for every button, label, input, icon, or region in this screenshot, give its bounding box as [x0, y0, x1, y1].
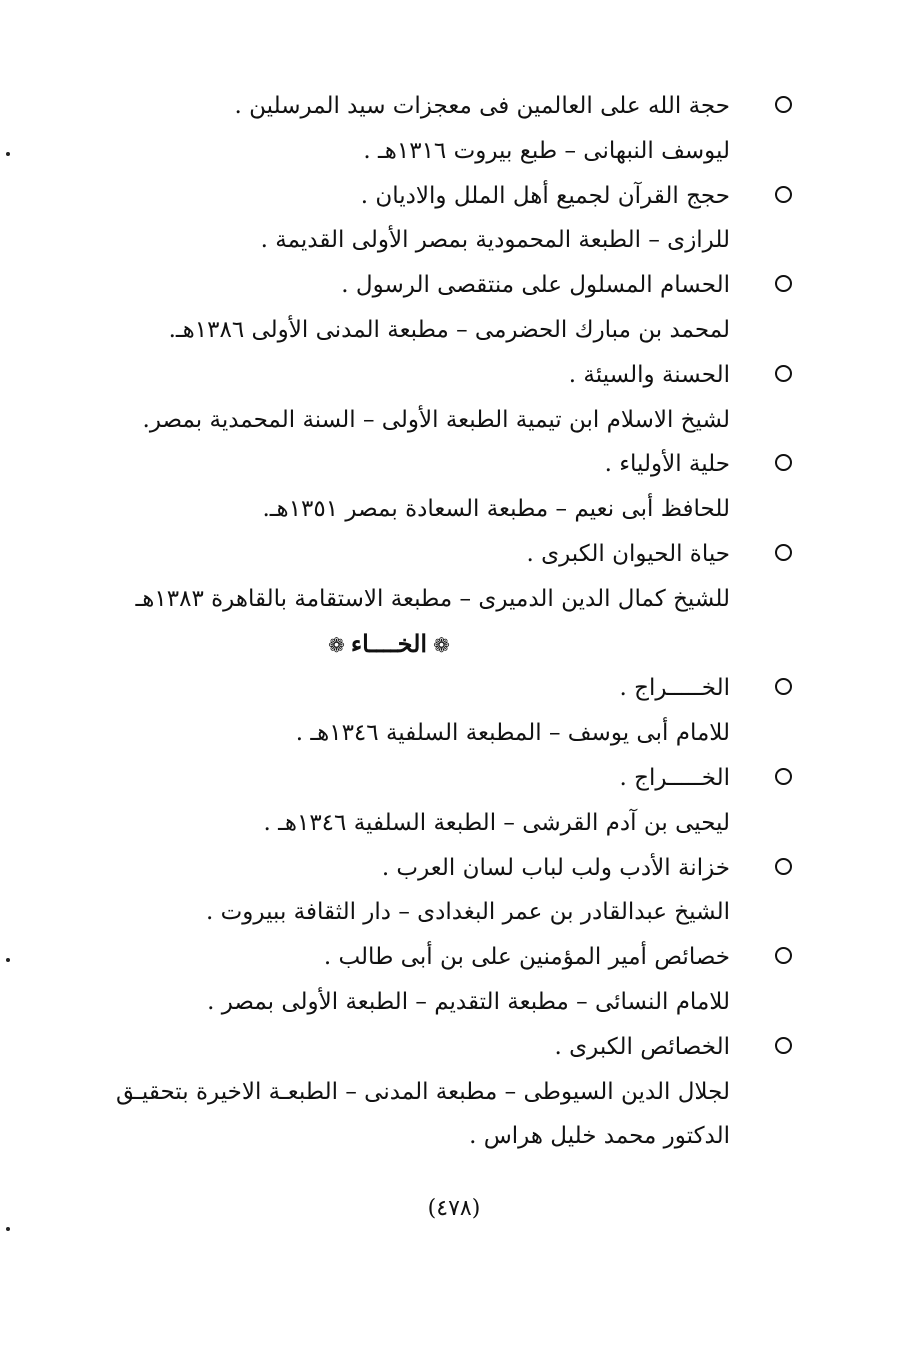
bibliography-entry — [100, 1025, 808, 1159]
entry-author-edition: ليوسف النبهانى – طبع بيروت ١٣١٦هـ . — [363, 137, 730, 164]
circle-bullet-icon — [775, 186, 792, 203]
bibliography-page — [100, 84, 808, 1159]
circle-bullet-icon — [775, 544, 792, 561]
entry-author-edition: الشيخ عبدالقادر بن عمر البغدادى – دار الثقافة ببيروت . — [206, 899, 730, 926]
entry-author-edition: للامام أبى يوسف – المطبعة السلفية ١٣٤٦هـ . — [295, 720, 730, 747]
entry-author-edition: لمحمد بن مبارك الحضرمى – مطبعة المدنى الأولى ١٣٨٦هـ. — [168, 316, 730, 343]
bibliography-entry — [100, 666, 808, 756]
circle-bullet-icon — [775, 1037, 792, 1054]
section-heading-kha — [100, 622, 808, 667]
entry-author-edition: الدكتور محمد خليل هراس . — [469, 1123, 730, 1150]
ornament-icon: ❁ — [328, 632, 345, 657]
entry-author-edition: ليحيى بن آدم القرشى – الطبعة السلفية ١٣٤٦هـ . — [263, 809, 730, 836]
ornament-icon: ❁ — [433, 632, 450, 657]
circle-bullet-icon — [775, 768, 792, 785]
entry-title: حلية الأولياء . — [604, 451, 730, 478]
bibliography-entry — [100, 84, 808, 174]
scan-speck — [6, 1227, 10, 1231]
page-number: (٤٧٨) — [427, 1196, 481, 1221]
entry-author-edition: للامام النسائى – مطبعة التقديم – الطبعة الأولى بمصر . — [207, 988, 730, 1015]
bibliography-entry — [100, 353, 808, 443]
entry-author-edition: لشيخ الاسلام ابن تيمية الطبعة الأولى – السنة المحمدية بمصر. — [142, 406, 730, 433]
entry-title: الحسنة والسيئة . — [568, 361, 730, 388]
entry-title: حياة الحيوان الكبرى . — [526, 540, 730, 567]
entry-title: خصائص أمير المؤمنين على بن أبى طالب . — [323, 944, 730, 971]
entry-title: الخـــــراج . — [619, 764, 730, 791]
circle-bullet-icon — [775, 365, 792, 382]
circle-bullet-icon — [775, 947, 792, 964]
entry-title: الحسام المسلول على منتقصى الرسول . — [341, 272, 730, 299]
bibliography-entry — [100, 532, 808, 622]
section-heading-text: الخــــاء — [350, 628, 428, 658]
entry-title: الخـــــراج . — [619, 675, 730, 702]
scan-speck — [6, 152, 10, 156]
entry-author-edition: للحافظ أبى نعيم – مطبعة السعادة بمصر ١٣٥١هـ. — [262, 496, 730, 523]
entry-author-edition: للرازى – الطبعة المحمودية بمصر الأولى القديمة . — [260, 227, 730, 254]
circle-bullet-icon — [775, 96, 792, 113]
entry-title: حجة الله على العالمين فى معجزات سيد المرسلين . — [234, 93, 730, 119]
scan-speck — [6, 958, 10, 962]
bibliography-entry — [100, 846, 808, 936]
entry-author-edition: للشيخ كمال الدين الدميرى – مطبعة الاستقامة بالقاهرة ١٣٨٣هـ — [135, 585, 730, 612]
bibliography-entry — [100, 442, 808, 532]
bibliography-entry — [100, 756, 808, 846]
circle-bullet-icon — [775, 858, 792, 875]
entry-author-edition: لجلال الدين السيوطى – مطبعة المدنى – الطبعـة الاخيرة بتحقيـق — [115, 1078, 730, 1105]
entry-title: الخصائص الكبرى . — [554, 1033, 730, 1060]
bibliography-entry — [100, 263, 808, 353]
bibliography-entry — [100, 935, 808, 1025]
bibliography-entry — [100, 174, 808, 264]
entry-title: خزانة الأدب ولب لباب لسان العرب . — [381, 854, 730, 881]
entry-title: حجج القرآن لجميع أهل الملل والاديان . — [360, 182, 730, 209]
